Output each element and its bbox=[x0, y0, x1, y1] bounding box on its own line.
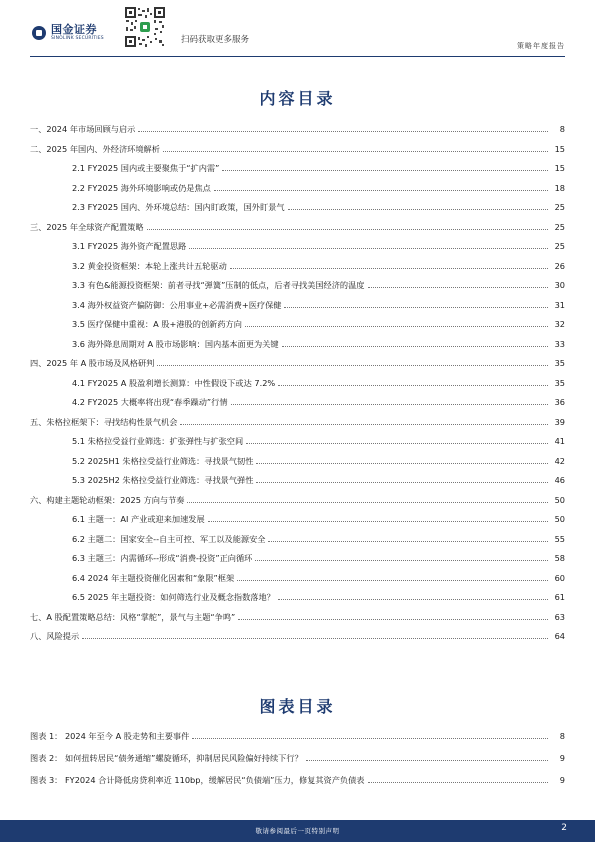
dot-leader bbox=[246, 443, 548, 444]
logo-icon bbox=[32, 26, 46, 40]
company-logo bbox=[32, 24, 104, 42]
figure-entry[interactable] bbox=[30, 731, 565, 741]
dot-leader bbox=[306, 760, 548, 761]
dot-leader bbox=[245, 326, 548, 327]
entry-page-number: 50 bbox=[554, 494, 565, 505]
toc-entry[interactable] bbox=[30, 631, 565, 641]
dot-leader bbox=[288, 209, 548, 210]
dot-leader bbox=[180, 424, 548, 425]
disclaimer-note: 敬请参阅最后一页特别声明 bbox=[255, 827, 340, 835]
toc-entry[interactable] bbox=[30, 417, 565, 427]
toc-entry[interactable] bbox=[72, 183, 565, 193]
toc-entry[interactable] bbox=[72, 573, 565, 583]
entry-page-number: 30 bbox=[554, 280, 565, 290]
entry-page-number: 35 bbox=[554, 358, 565, 368]
toc-entry[interactable] bbox=[72, 241, 565, 251]
dot-leader bbox=[278, 599, 548, 600]
document-type: 策略年度报告 bbox=[517, 42, 565, 50]
dot-leader bbox=[157, 365, 548, 366]
header-divider bbox=[30, 56, 565, 57]
toc-entry[interactable] bbox=[30, 124, 565, 134]
figure-entry[interactable] bbox=[30, 775, 565, 785]
dot-leader bbox=[163, 151, 548, 152]
entry-page-number: 15 bbox=[554, 163, 565, 173]
figure-entry[interactable] bbox=[30, 753, 565, 763]
entry-title: 6.3 主题三：内需循环--形成“消费-投资”正向循环 bbox=[72, 553, 253, 563]
dot-leader bbox=[189, 248, 548, 249]
entry-page-number: 64 bbox=[554, 631, 565, 641]
toc-entry[interactable] bbox=[72, 261, 565, 271]
toc-entry[interactable] bbox=[72, 163, 565, 173]
entry-title: 3.4 海外权益资产偏防御：公用事业+必需消费+医疗保健 bbox=[72, 299, 282, 310]
entry-page-number: 63 bbox=[554, 611, 565, 622]
entry-title: 八、风险提示 bbox=[30, 631, 80, 641]
entry-page-number: 26 bbox=[554, 260, 565, 271]
entry-page-number: 60 bbox=[554, 572, 565, 583]
toc-entry[interactable] bbox=[72, 592, 565, 602]
entry-title: 6.2 主题二：国家安全--自主可控、军工以及能源安全 bbox=[72, 533, 266, 544]
toc-entry[interactable] bbox=[72, 436, 565, 446]
dot-leader bbox=[256, 463, 548, 464]
dot-leader bbox=[82, 638, 548, 639]
entry-page-number: 39 bbox=[554, 416, 565, 427]
dot-leader bbox=[192, 738, 548, 739]
entry-page-number: 9 bbox=[559, 775, 565, 785]
toc-entry[interactable] bbox=[30, 358, 565, 368]
entry-title: 4.2 FY2025 大概率将出现“春季躁动”行情 bbox=[72, 397, 228, 407]
entry-title: 5.3 2025H2 朱格拉受益行业筛选：寻找景气弹性 bbox=[72, 475, 254, 485]
dot-leader bbox=[222, 170, 548, 171]
entry-page-number: 8 bbox=[559, 731, 565, 741]
dot-leader bbox=[187, 502, 548, 503]
entry-title: 六、构建主题轮动框架：2025 方向与节奏 bbox=[30, 494, 185, 505]
toc-entry[interactable] bbox=[72, 553, 565, 563]
toc-entry[interactable] bbox=[72, 397, 565, 407]
entry-title: 3.6 海外降息周期对 A 股市场影响：国内基本面更为关键 bbox=[72, 338, 279, 349]
dot-leader bbox=[284, 307, 548, 308]
entry-title: 七、A 股配置策略总结：风格“掌舵”，景气与主题“争鸣” bbox=[30, 611, 236, 622]
entry-title: 2.3 FY2025 国内、外环境总结：国内盯政策，国外盯景气 bbox=[72, 202, 285, 212]
dot-leader bbox=[238, 619, 548, 620]
entry-page-number: 9 bbox=[559, 753, 565, 763]
dot-leader bbox=[368, 287, 549, 288]
entry-page-number: 33 bbox=[554, 338, 565, 349]
dot-leader bbox=[278, 385, 548, 386]
entry-title: 5.2 2025H1 朱格拉受益行业筛选：寻找景气韧性 bbox=[72, 455, 254, 466]
dot-leader bbox=[208, 521, 548, 522]
dot-leader bbox=[230, 268, 548, 269]
entry-title: 二、2025 年国内、外经济环境解析 bbox=[30, 143, 160, 154]
entry-title: 3.5 医疗保健中重视：A 股+港股的创新药方向 bbox=[72, 319, 242, 329]
toc-entry[interactable] bbox=[30, 144, 565, 154]
entry-page-number: 31 bbox=[554, 299, 565, 310]
dot-leader bbox=[368, 782, 549, 783]
toc-entry[interactable] bbox=[72, 319, 565, 329]
logo-name-en: SINOLINK SECURITIES bbox=[51, 36, 104, 41]
entry-page-number: 42 bbox=[554, 455, 565, 466]
dot-leader bbox=[214, 190, 548, 191]
dot-leader bbox=[147, 229, 548, 230]
entry-title: 4.1 FY2025 A 股盈利增长测算：中性假设下或达 7.2% bbox=[72, 377, 276, 388]
toc-entry[interactable] bbox=[72, 475, 565, 485]
entry-title: 三、2025 年全球资产配置策略 bbox=[30, 221, 144, 232]
toc-entry[interactable] bbox=[72, 534, 565, 544]
entry-page-number: 18 bbox=[554, 182, 565, 193]
dot-leader bbox=[255, 560, 548, 561]
entry-page-number: 8 bbox=[559, 124, 565, 134]
toc-entry[interactable] bbox=[72, 456, 565, 466]
dot-leader bbox=[138, 131, 548, 132]
entry-title: 3.3 有色&能源投资框架：前者寻找“弹簧”压制的低点，后者寻找美国经济的温度 bbox=[72, 280, 365, 290]
entry-title: 2.1 FY2025 国内或主要聚焦于“扩内需” bbox=[72, 163, 220, 173]
toc-entry[interactable] bbox=[72, 378, 565, 388]
dot-leader bbox=[231, 404, 548, 405]
entry-page-number: 15 bbox=[554, 143, 565, 154]
dot-leader bbox=[282, 346, 548, 347]
entry-page-number: 32 bbox=[554, 319, 565, 329]
toc-entry[interactable] bbox=[72, 280, 565, 290]
toc-entry[interactable] bbox=[72, 300, 565, 310]
entry-title: 图表 3： FY2024 合计降低房贷利率近 110bp，缓解居民“负债端”压力，修复其资产负债表 bbox=[30, 775, 365, 785]
entry-page-number: 25 bbox=[554, 241, 565, 251]
qr-code-icon bbox=[124, 6, 166, 48]
entry-title: 四、2025 年 A 股市场及风格研判 bbox=[30, 358, 155, 368]
entry-page-number: 35 bbox=[554, 377, 565, 388]
toc-entry[interactable] bbox=[72, 514, 565, 524]
entry-page-number: 36 bbox=[554, 397, 565, 407]
entry-page-number: 41 bbox=[554, 436, 565, 446]
entry-title: 3.1 FY2025 海外资产配置思路 bbox=[72, 241, 187, 251]
entry-title: 6.1 主题一：AI 产业或迎来加速发展 bbox=[72, 514, 205, 524]
entry-page-number: 58 bbox=[554, 553, 565, 563]
dot-leader bbox=[237, 580, 548, 581]
entry-title: 6.4 2024 年主题投资催化因素和“象限”框架 bbox=[72, 572, 235, 583]
entry-page-number: 61 bbox=[554, 592, 565, 602]
entry-page-number: 55 bbox=[554, 533, 565, 544]
dot-leader bbox=[256, 482, 548, 483]
entry-title: 五、朱格拉框架下：寻找结构性景气机会 bbox=[30, 416, 178, 427]
logo-name-cn: 国金证券 bbox=[51, 23, 97, 36]
entry-page-number: 46 bbox=[554, 475, 565, 485]
entry-title: 5.1 朱格拉受益行业筛选：扩张弹性与扩张空间 bbox=[72, 436, 244, 446]
page-number: 2 bbox=[561, 823, 567, 833]
toc-entry[interactable] bbox=[72, 339, 565, 349]
figures-title: 图表目录 bbox=[259, 697, 336, 716]
entry-title: 图表 1： 2024 年至今 A 股走势和主要事件 bbox=[30, 731, 190, 741]
entry-page-number: 25 bbox=[554, 202, 565, 212]
entry-title: 6.5 2025 年主题投资：如何筛选行业及概念指数落地？ bbox=[72, 592, 275, 602]
entry-title: 3.2 黄金投资框架：本轮上涨共计五轮驱动 bbox=[72, 260, 227, 271]
entry-title: 一、2024 年市场回顾与启示 bbox=[30, 124, 136, 134]
toc-entry[interactable] bbox=[30, 222, 565, 232]
entry-page-number: 25 bbox=[554, 221, 565, 232]
toc-title: 内容目录 bbox=[259, 89, 336, 108]
entry-title: 2.2 FY2025 海外环境影响或仍是焦点 bbox=[72, 182, 211, 193]
toc-entry[interactable] bbox=[30, 612, 565, 622]
toc-entry[interactable] bbox=[72, 202, 565, 212]
entry-title: 图表 2： 如何扭转居民“债务通缩”螺旋循环，抑制居民风险偏好持续下行？ bbox=[30, 753, 303, 763]
dot-leader bbox=[268, 541, 548, 542]
qr-label: 扫码获取更多服务 bbox=[181, 35, 250, 45]
entry-page-number: 50 bbox=[554, 514, 565, 524]
page-header bbox=[0, 0, 595, 62]
toc-entry[interactable] bbox=[30, 495, 565, 505]
